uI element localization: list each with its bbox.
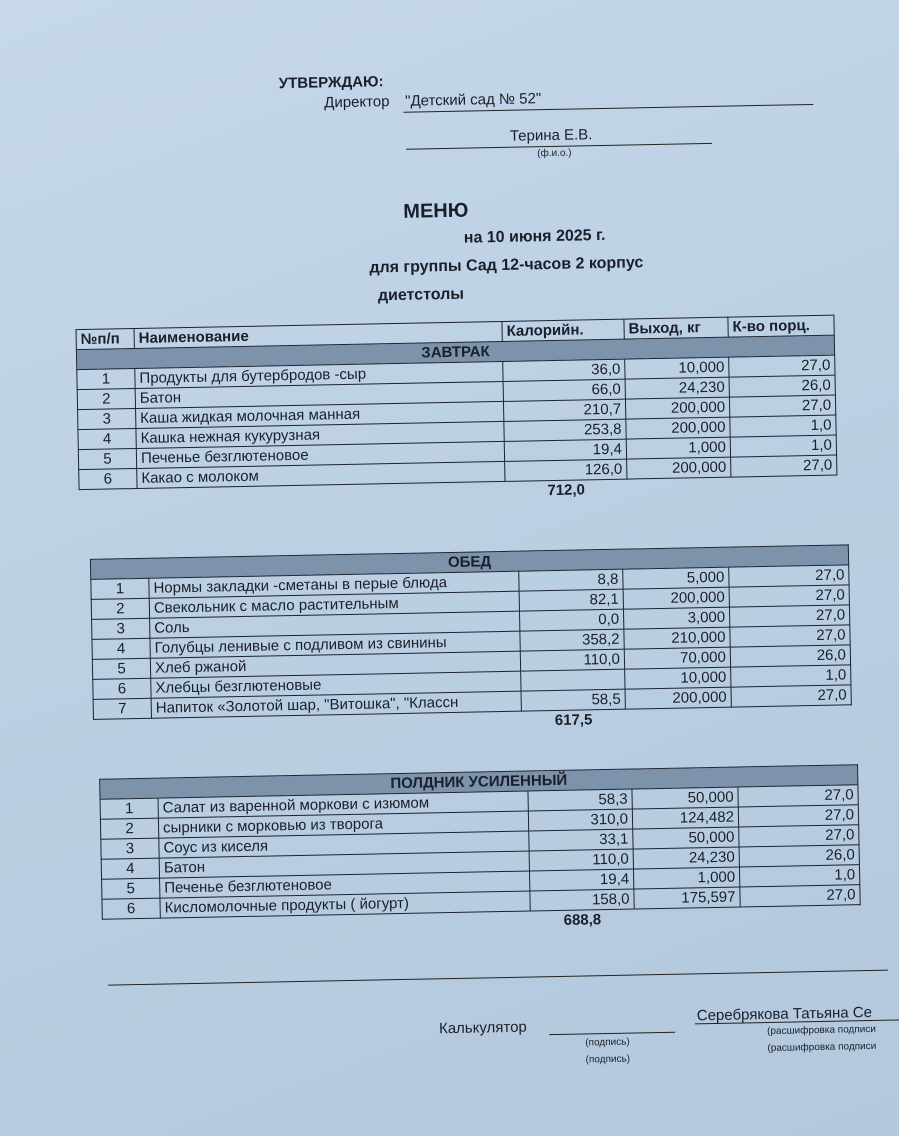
cell-name: Батон <box>159 851 529 878</box>
cell-output: 5,000 <box>623 567 729 589</box>
cell-portions: 27,0 <box>738 805 858 827</box>
cell-number: 2 <box>77 389 135 410</box>
cell-output: 175,597 <box>634 887 740 909</box>
cell-output: 200,000 <box>627 457 731 479</box>
cell-portions: 27,0 <box>738 785 858 807</box>
cell-output: 1,000 <box>626 437 730 459</box>
cell-output: 210,000 <box>624 627 730 649</box>
cell-number: 4 <box>78 429 136 450</box>
cell-calories: 253,8 <box>504 419 626 441</box>
cell-number: 5 <box>92 658 150 679</box>
cell-calories: 110,0 <box>520 649 624 671</box>
menu-date: на 10 июня 2025 г. <box>463 226 606 247</box>
total-spacer <box>102 918 160 939</box>
cell-name: Свекольник с масло растительным <box>149 591 519 618</box>
cell-name: Продукты для бутербродов -сыр <box>135 361 503 388</box>
cell-name: Печенье безглютеновое <box>160 871 530 898</box>
total-spacer <box>634 907 740 929</box>
cell-calories: 19,4 <box>504 439 626 461</box>
cell-output: 10,000 <box>625 667 731 689</box>
cell-name: Батон <box>135 381 503 408</box>
cell-name: Каша жидкая молочная манная <box>136 401 504 428</box>
cell-calories: 66,0 <box>503 379 625 401</box>
cell-name: Напиток «Золотой шар, "Витошка", "Классн <box>151 691 521 718</box>
cell-portions: 1,0 <box>739 865 859 887</box>
section-total: 617,5 <box>554 711 593 730</box>
cell-calories: 158,0 <box>530 889 634 911</box>
cell-portions: 27,0 <box>729 605 849 627</box>
total-spacer <box>740 905 860 927</box>
cell-output: 200,000 <box>625 687 731 709</box>
cell-number: 3 <box>78 409 136 430</box>
cell-output: 1,000 <box>633 867 739 889</box>
approval-org: "Детский сад № 52" <box>405 90 542 110</box>
cell-calories: 210,7 <box>503 399 625 421</box>
cell-portions: 26,0 <box>739 845 859 867</box>
total-spacer <box>627 477 731 498</box>
cell-calories: 8,8 <box>519 569 623 591</box>
cell-output: 24,230 <box>633 847 739 869</box>
cell-calories: 33,1 <box>529 829 633 851</box>
cell-number: 5 <box>78 449 136 470</box>
cell-name: Соль <box>150 611 520 638</box>
cell-name: Соус из киселя <box>159 831 529 858</box>
cell-portions: 27,0 <box>731 685 851 707</box>
cell-number: 1 <box>100 798 158 819</box>
cell-number: 3 <box>101 838 159 859</box>
cell-name: Кисломолочные продукты ( йогурт) <box>160 891 530 918</box>
cell-portions: 27,0 <box>739 825 859 847</box>
cell-number: 1 <box>91 578 149 599</box>
name-caption: (ф.и.о.) <box>537 147 572 160</box>
cell-portions: 27,0 <box>730 625 850 647</box>
cell-number: 4 <box>92 638 150 659</box>
cell-number: 6 <box>102 898 160 919</box>
cell-calories: 58,5 <box>521 689 625 711</box>
cell-portions: 27,0 <box>731 455 837 477</box>
col-name-header: Наименование <box>134 321 502 348</box>
cell-calories: 110,0 <box>529 849 633 871</box>
lunch-table <box>90 544 852 739</box>
total-spacer <box>625 707 731 729</box>
cell-name: Нормы закладки -сметаны в перые блюда <box>149 571 519 598</box>
section-title: ЗАВТРАК <box>76 335 834 370</box>
total-spacer <box>731 705 851 727</box>
cell-output: 50,000 <box>633 827 739 849</box>
cell-output: 3,000 <box>623 607 729 629</box>
cell-name: Салат из варенной моркови с изюмом <box>158 791 528 818</box>
menu-subgroup: диетстолы <box>377 285 465 305</box>
snack-table <box>99 764 861 939</box>
decode-caption-1: (расшифровка подписи <box>767 1023 877 1037</box>
cell-calories: 358,2 <box>520 629 624 651</box>
cell-portions: 27,0 <box>729 395 835 417</box>
cell-output: 200,000 <box>623 587 729 609</box>
sign-caption-2: (подпись) <box>585 1053 631 1066</box>
cell-portions: 1,0 <box>730 435 836 457</box>
cell-calories: 82,1 <box>519 589 623 611</box>
cell-calories: 126,0 <box>505 459 627 481</box>
cell-calories: 19,4 <box>529 869 633 891</box>
cell-number: 7 <box>93 698 151 719</box>
cell-output: 24,230 <box>625 377 729 399</box>
cell-calories: 310,0 <box>528 809 632 831</box>
footer-rule <box>108 970 888 986</box>
col-qty-header: К-во порц. <box>728 315 834 337</box>
decode-caption-2: (расшифровка подписи <box>767 1040 877 1054</box>
signature-line <box>549 1032 675 1035</box>
total-spacer <box>93 718 151 739</box>
cell-name: Какао с молоком <box>137 461 505 488</box>
section-title: ОБЕД <box>90 545 848 580</box>
cell-calories: 58,3 <box>528 789 632 811</box>
cell-number: 1 <box>77 369 135 390</box>
approval-position: Директор <box>324 93 390 112</box>
cell-name: Хлебцы безглютеновые <box>151 671 521 698</box>
cell-calories: 0,0 <box>519 609 623 631</box>
cell-number: 2 <box>91 598 149 619</box>
section-title: ПОЛДНИК УСИЛЕННЫЙ <box>100 765 858 800</box>
cell-number: 2 <box>100 818 158 839</box>
cell-portions: 1,0 <box>730 415 836 437</box>
cell-output: 70,000 <box>624 647 730 669</box>
menu-group: для группы Сад 12-часов 2 корпус <box>369 254 644 277</box>
total-spacer <box>731 475 837 497</box>
cell-calories: 36,0 <box>503 359 625 381</box>
cell-number: 6 <box>79 468 137 489</box>
cell-portions: 26,0 <box>729 375 835 397</box>
cell-name: сырники с морковью из творога <box>158 811 528 838</box>
col-cal-header: Калорийн. <box>502 319 624 341</box>
col-out-header: Выход, кг <box>624 317 728 339</box>
cell-portions: 27,0 <box>740 885 860 907</box>
calc-label: Калькулятор <box>438 1018 527 1038</box>
cell-number: 6 <box>93 678 151 699</box>
cell-portions: 26,0 <box>730 645 850 667</box>
cell-output: 10,000 <box>625 357 729 379</box>
calc-name: Серебрякова Татьяна Се <box>696 1003 873 1025</box>
cell-number: 5 <box>102 878 160 899</box>
menu-title: МЕНЮ <box>403 199 469 223</box>
sign-caption-1: (подпись) <box>585 1036 630 1049</box>
breakfast-table <box>75 315 837 510</box>
cell-output: 200,000 <box>625 397 729 419</box>
section-total: 712,0 <box>547 481 586 500</box>
approval-title: УТВЕРЖДАЮ: <box>278 73 384 93</box>
cell-number: 4 <box>101 858 159 879</box>
cell-output: 200,000 <box>626 417 730 439</box>
cell-portions: 27,0 <box>729 355 835 377</box>
cell-name: Печенье безглютеновое <box>136 441 504 468</box>
cell-name: Голубцы ленивые с подливом из свинины <box>150 631 520 658</box>
total-spacer <box>79 488 137 509</box>
cell-output: 124,482 <box>632 807 738 829</box>
section-total: 688,8 <box>563 911 602 929</box>
cell-calories <box>521 669 625 691</box>
cell-portions: 27,0 <box>729 585 849 607</box>
col-num-header: №п/п <box>76 329 134 350</box>
cell-name: Кашка нежная кукурузная <box>136 421 504 448</box>
cell-output: 50,000 <box>632 787 738 809</box>
cell-number: 3 <box>92 618 150 639</box>
cell-name: Хлеб ржаной <box>150 651 520 678</box>
approval-name: Терина Е.В. <box>509 126 593 145</box>
cell-portions: 1,0 <box>731 665 851 687</box>
cell-portions: 27,0 <box>729 565 849 587</box>
